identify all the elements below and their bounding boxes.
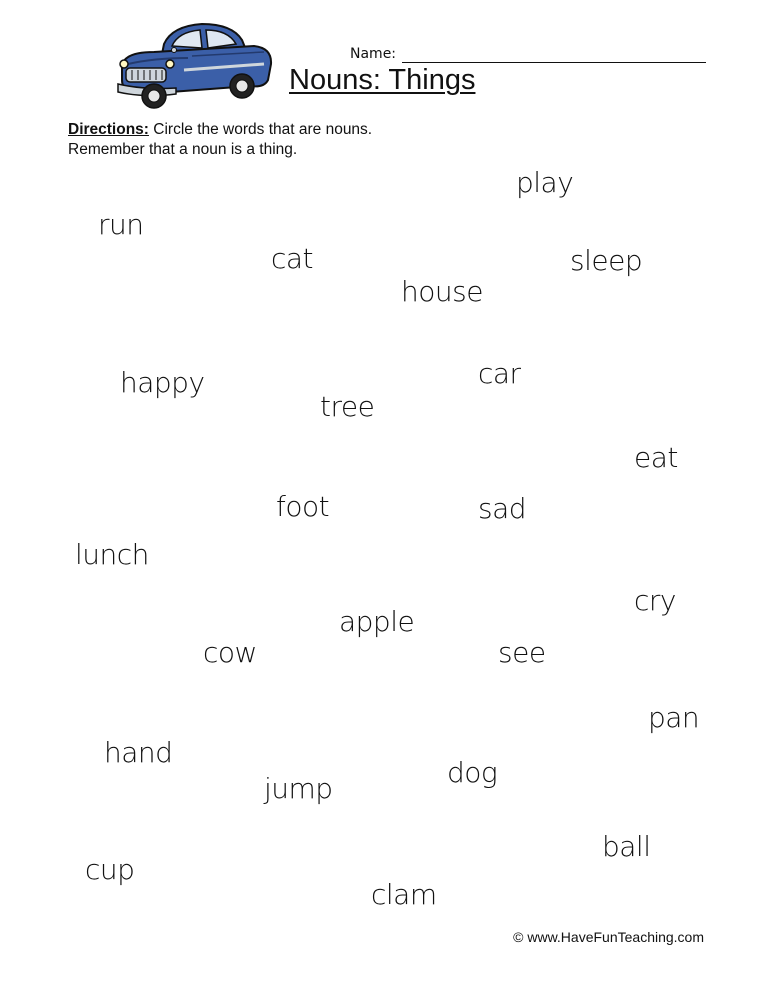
word-sad[interactable]: sad [478, 492, 527, 525]
directions-line-1 [68, 120, 372, 140]
word-eat[interactable]: eat [634, 441, 678, 474]
directions-block [68, 120, 372, 160]
word-house[interactable]: house [401, 275, 483, 308]
word-hand[interactable]: hand [104, 736, 173, 769]
word-happy[interactable]: happy [120, 366, 205, 399]
name-label: Name: [350, 46, 397, 62]
page-title: Nouns: Things [289, 64, 476, 96]
word-apple[interactable]: apple [339, 605, 415, 638]
word-pan[interactable]: pan [648, 701, 700, 734]
word-dog[interactable]: dog [447, 756, 498, 789]
word-lunch[interactable]: lunch [75, 538, 149, 571]
word-cup[interactable]: cup [85, 853, 135, 886]
word-clam[interactable]: clam [371, 878, 437, 911]
copyright-footer: © www.HaveFunTeaching.com [513, 929, 704, 945]
word-sleep[interactable]: sleep [570, 244, 643, 277]
word-cow[interactable]: cow [203, 636, 257, 669]
word-cry[interactable]: cry [634, 584, 676, 617]
vintage-car-icon [114, 14, 274, 114]
word-run[interactable]: run [98, 208, 144, 241]
word-tree[interactable]: tree [320, 390, 375, 423]
name-field[interactable] [350, 44, 706, 66]
word-cat[interactable]: cat [271, 242, 314, 275]
word-ball[interactable]: ball [602, 830, 651, 863]
directions-text-2: Remember that a noun is a thing. [68, 141, 298, 158]
word-play[interactable]: play [516, 166, 574, 199]
word-foot[interactable]: foot [276, 490, 330, 523]
word-see[interactable]: see [498, 636, 546, 669]
directions-text-1: Circle the words that are nouns. [153, 121, 373, 138]
name-underline [402, 62, 706, 63]
directions-label: Directions: [68, 121, 149, 138]
word-car[interactable]: car [478, 357, 521, 390]
word-jump[interactable]: jump [264, 772, 333, 805]
